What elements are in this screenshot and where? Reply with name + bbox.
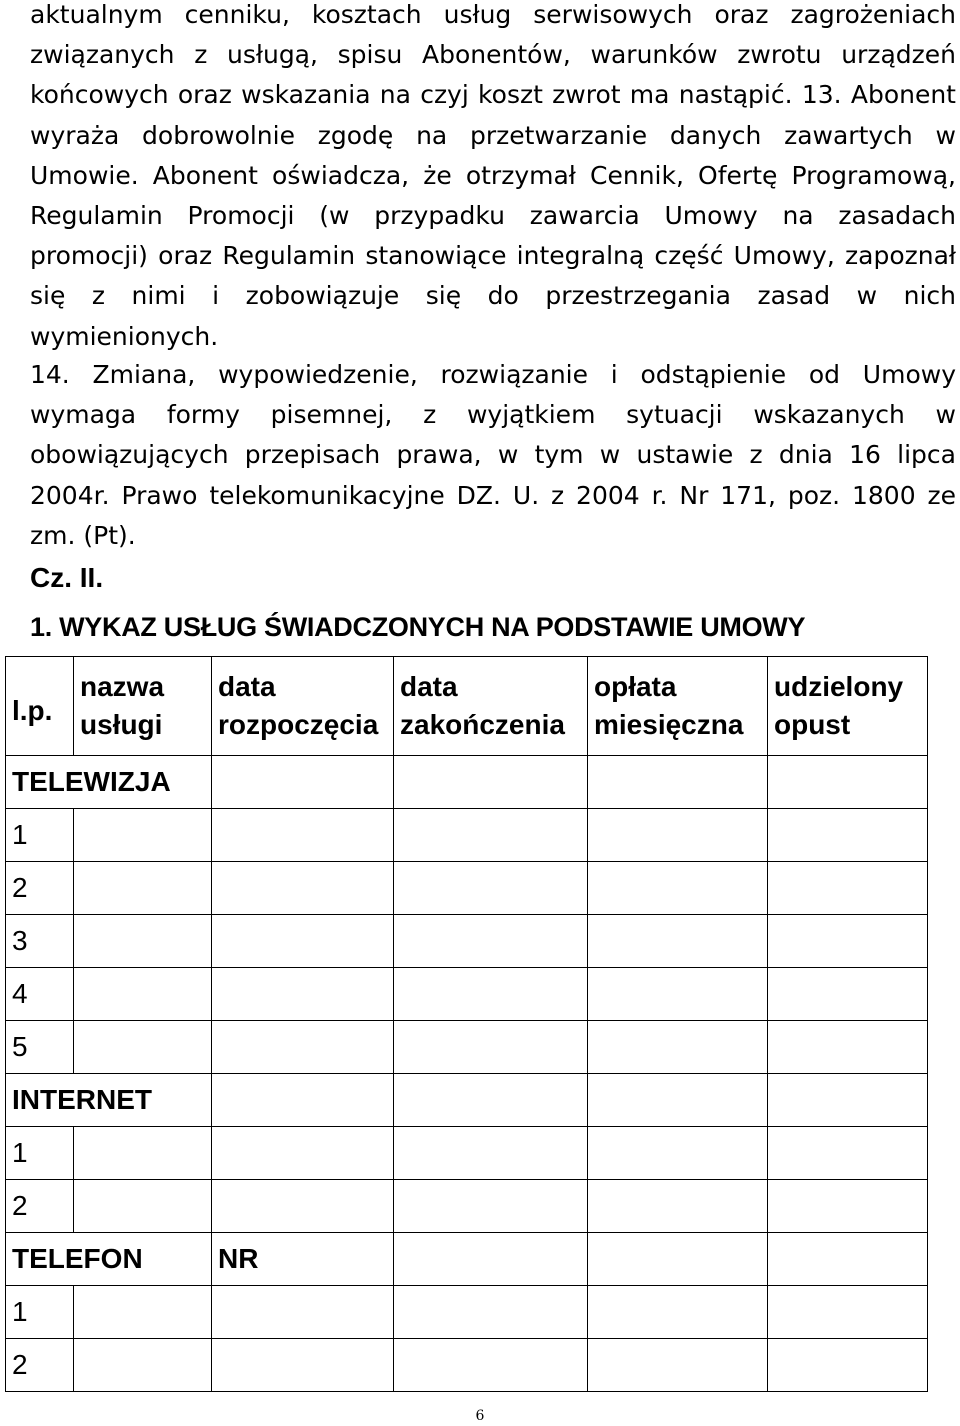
table-cell (768, 1180, 928, 1233)
table-cell (212, 1021, 394, 1074)
paragraph-text-13: 13. Abonent wyraża dobrowolnie zgodę na przetwarzanie danych zawartych w Umowie. Abonent oświadcza, że otrzymał Cennik, Ofertę Programową, Regulamin Promocji (w przypadku zawarcia Umowy na zasadach promocji) oraz Regulamin stanowiące integralną część Umowy, zapoznał się z nimi i zobowiązuje się do przestrzegania zasad w nich wymienionych. (30, 80, 956, 351)
table-cell (74, 1021, 212, 1074)
table-cell (768, 862, 928, 915)
table-cell (74, 1286, 212, 1339)
row-number: 2 (6, 1339, 74, 1392)
header-end-date (394, 657, 588, 756)
table-cell (588, 1021, 768, 1074)
table-row (6, 1180, 928, 1233)
table-cell (74, 1127, 212, 1180)
section-label-tv: TELEWIZJA (6, 756, 212, 809)
header-text: opłata (594, 671, 677, 702)
table-cell (394, 1180, 588, 1233)
header-lp (6, 657, 74, 756)
row-number: 5 (6, 1021, 74, 1074)
table-cell (212, 1339, 394, 1392)
table-cell (394, 915, 588, 968)
section-label: Cz. II. (30, 562, 104, 593)
table-row (6, 809, 928, 862)
section-row-phone (6, 1233, 928, 1286)
table-cell (588, 915, 768, 968)
table-cell (588, 1074, 768, 1127)
header-text: udzielony (774, 671, 904, 702)
table-cell (74, 968, 212, 1021)
table-cell (74, 1180, 212, 1233)
table-cell (588, 756, 768, 809)
row-number: 2 (6, 1180, 74, 1233)
section-label-internet: INTERNET (6, 1074, 212, 1127)
table-cell (588, 968, 768, 1021)
table-cell (212, 915, 394, 968)
table-cell (74, 1339, 212, 1392)
header-lp-text: l.p. (12, 695, 53, 726)
table-cell (212, 1127, 394, 1180)
section-row-tv (6, 756, 928, 809)
table-cell (588, 1339, 768, 1392)
table-cell (588, 862, 768, 915)
header-monthly-fee (588, 657, 768, 756)
phone-number-label: NR (212, 1233, 394, 1286)
header-text: rozpoczęcia (218, 709, 379, 740)
section-heading: 1. WYKAZ USŁUG ŚWIADCZONYCH NA PODSTAWIE UMOWY (30, 612, 806, 642)
table-cell (212, 1180, 394, 1233)
header-text: nazwa (80, 671, 165, 702)
table-row (6, 915, 928, 968)
paragraph-14 (30, 355, 956, 556)
table-cell (394, 1074, 588, 1127)
table-cell (768, 756, 928, 809)
row-number: 1 (6, 1286, 74, 1339)
table-cell (768, 1339, 928, 1392)
table-cell (768, 915, 928, 968)
table-cell (394, 1127, 588, 1180)
table-cell (588, 1286, 768, 1339)
table-cell (394, 1233, 588, 1286)
section-row-internet (6, 1074, 928, 1127)
table-header-row (6, 657, 928, 756)
header-text: opust (774, 709, 851, 740)
table-cell (588, 1233, 768, 1286)
table-row (6, 1339, 928, 1392)
table-cell (768, 1074, 928, 1127)
table-cell (74, 862, 212, 915)
table-cell (212, 862, 394, 915)
table-cell (212, 809, 394, 862)
table-cell (588, 809, 768, 862)
header-service-name (74, 657, 212, 756)
table-row (6, 968, 928, 1021)
section-label-phone: TELEFON (6, 1233, 212, 1286)
header-text: miesięczna (594, 709, 744, 740)
header-text: data (218, 671, 276, 702)
table-cell (394, 862, 588, 915)
header-text: usługi (80, 709, 163, 740)
table-cell (212, 756, 394, 809)
table-cell (588, 1180, 768, 1233)
paragraph-text-1: aktualnym cenniku, kosztach usług serwisowych oraz zagrożeniach związanych z usługą, spisu Abonentów, warunków zwrotu urządzeń końcowych oraz wskazania na czyj koszt zwrot ma nastąpić. (30, 0, 956, 110)
table-row (6, 1286, 928, 1339)
row-number: 1 (6, 809, 74, 862)
table-cell (212, 968, 394, 1021)
table-cell (768, 1233, 928, 1286)
table-row (6, 862, 928, 915)
row-number: 3 (6, 915, 74, 968)
table-cell (588, 1127, 768, 1180)
header-start-date (212, 657, 394, 756)
row-number: 2 (6, 862, 74, 915)
table-cell (394, 756, 588, 809)
table-cell (394, 1021, 588, 1074)
table-cell (768, 809, 928, 862)
table-cell (394, 968, 588, 1021)
table-cell (768, 1127, 928, 1180)
table-row (6, 1021, 928, 1074)
table-cell (394, 809, 588, 862)
paragraph-continued (30, 0, 956, 357)
header-text: zakończenia (400, 709, 565, 740)
header-text: data (400, 671, 458, 702)
table-cell (394, 1286, 588, 1339)
table-row (6, 1127, 928, 1180)
table-cell (394, 1339, 588, 1392)
row-number: 4 (6, 968, 74, 1021)
table-cell (768, 1021, 928, 1074)
table-cell (768, 968, 928, 1021)
header-discount (768, 657, 928, 756)
services-table (5, 656, 928, 1392)
table-cell (74, 809, 212, 862)
paragraph-text-14: 14. Zmiana, wypowiedzenie, rozwiązanie i odstąpienie od Umowy wymaga formy pisemnej, z wyjątkiem sytuacji wskazanych w obowiązujących przepisach prawa, w tym w ustawie z dnia 16 lipca 2004r. Prawo telekomunikacyjne DZ. U. z 2004 r. Nr 171, poz. 1800 ze zm. (Pt). (30, 360, 956, 550)
row-number: 1 (6, 1127, 74, 1180)
table-cell (74, 915, 212, 968)
page-number: 6 (475, 1408, 485, 1424)
table-cell (212, 1286, 394, 1339)
table-cell (768, 1286, 928, 1339)
table-cell (212, 1074, 394, 1127)
